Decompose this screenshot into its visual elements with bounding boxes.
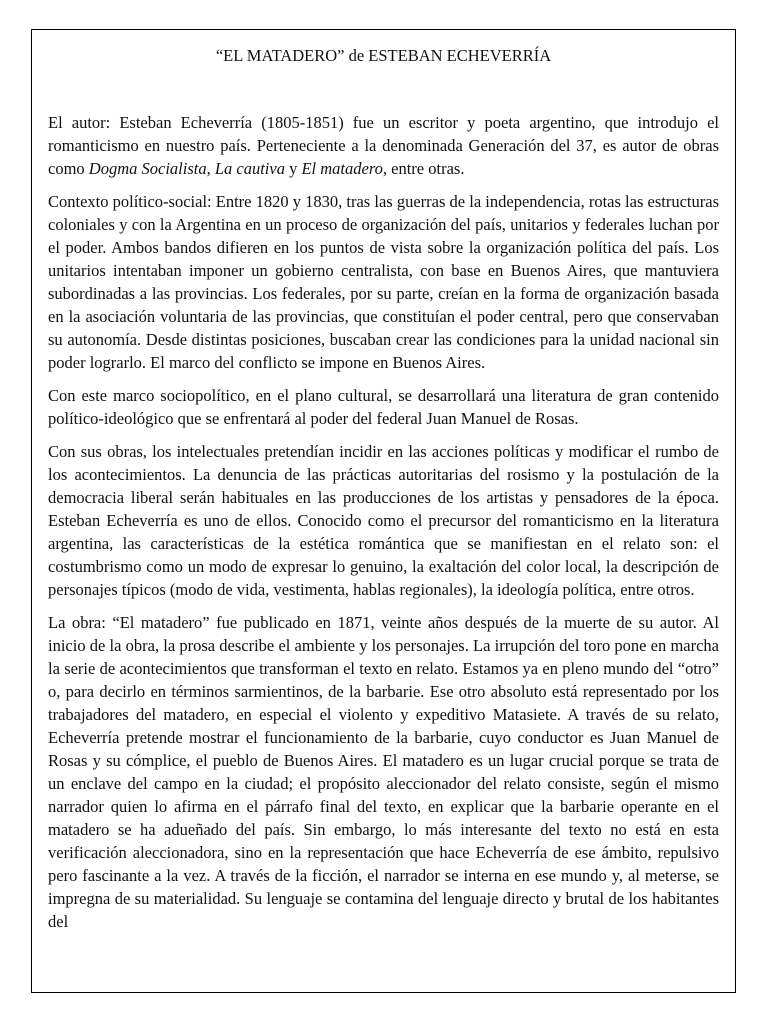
document-body xyxy=(48,30,719,943)
author-outro-text: , entre otras. xyxy=(382,159,465,178)
page-frame xyxy=(31,29,736,993)
intellectuals-paragraph: Con sus obras, los intelectuales pretendían incidir en las acciones políticas y modificar el rumbo de los acontecimientos. La denuncia de las prácticas autoritarias del rosismo y la postulación de la democracia liberal serán habituales en las producciones de los artistas y pensadores de la época. Esteban Echeverría es uno de ellos. Conocido como el precursor del romanticismo en la literatura argentina, las características de la estética romántica que se manifiestan en el relato son: el costumbrismo como un modo de expresar lo genuino, la exaltación del color local, la descripción de personajes típicos (modo de vida, vestimenta, hablas regionales), la ideología política, entre otros. xyxy=(48,442,719,599)
author-paragraph xyxy=(48,111,719,180)
sociopolitical-paragraph: Con este marco sociopolítico, en el plano cultural, se desarrollará una literatura de gran contenido político-ideológico que se enfrentará al poder del federal Juan Manuel de Rosas. xyxy=(48,386,719,428)
context-paragraph: Contexto político-social: Entre 1820 y 1830, tras las guerras de la independencia, rotas las estructuras coloniales y con la Argentina en un proceso de organización del país, unitarios y federales luchan por el poder. Ambos bandos difieren en los puntos de vista sobre la organización política del país. Los unitarios intentaban imponer un gobierno centralista, con base en Buenos Aires, que mantuviera subordinadas a las provincias. Los federales, por su parte, creían en la forma de organización basada en la asociación voluntaria de las provincias, que constituían el poder central, pero que conservaban su autonomía. Desde distintas posiciones, buscaban crear las condiciones para la unidad nacional sin poder lograrlo. El marco del conflicto se impone en Buenos Aires. xyxy=(48,192,719,372)
work-title-matadero: El matadero xyxy=(301,159,383,178)
work-title-cautiva: La cautiva xyxy=(214,159,285,178)
work-title-dogma: Dogma Socialista xyxy=(88,159,207,178)
work-paragraph: La obra: “El matadero” fue publicado en 1871, veinte años después de la muerte de su autor. Al inicio de la obra, la prosa describe el ambiente y los personajes. La irrupción del toro pone en marcha la serie de acontecimientos que transforman el texto en relato. Estamos ya en pleno mundo del “otro” o, para decirlo en términos sarmientinos, de la barbarie. Ese otro absoluto está representado por los trabajadores del matadero, en especial el violento y expeditivo Matasiete. A través de su relato, Echeverría pretende mostrar el funcionamiento de la barbarie, cuyo conductor es Juan Manuel de Rosas y su cómplice, el pueblo de Buenos Aires. El matadero es un lugar crucial porque se trata de un enclave del campo en la ciudad; el propósito aleccionador del relato consiste, según el mismo narrador quien lo afirma en el párrafo final del texto, en explicar que la barbarie operante en el matadero se ha adueñado del país. Sin embargo, lo más interesante del texto no está en esta verificación aleccionadora, sino en la representación que hace Echeverría de ese ámbito, repulsivo pero fascinante a la vez. A través de la ficción, el narrador se interna en ese mundo y, al meterse, se impregna de su materialidad. Su lenguaje se contamina del lenguaje directo y brutal de los habitantes del xyxy=(48,613,719,931)
separator-text: y xyxy=(284,159,302,178)
author-intro-text: El autor: Esteban Echeverría (1805-1851) fue un escritor y poeta argentino, que introdujo el romanticismo en nuestro país. Perteneciente a la denominada Generación del 37, es autor de obras como xyxy=(48,113,719,178)
document-title: “EL MATADERO” de ESTEBAN ECHEVERRÍA xyxy=(215,46,552,65)
separator-text: , xyxy=(206,159,215,178)
